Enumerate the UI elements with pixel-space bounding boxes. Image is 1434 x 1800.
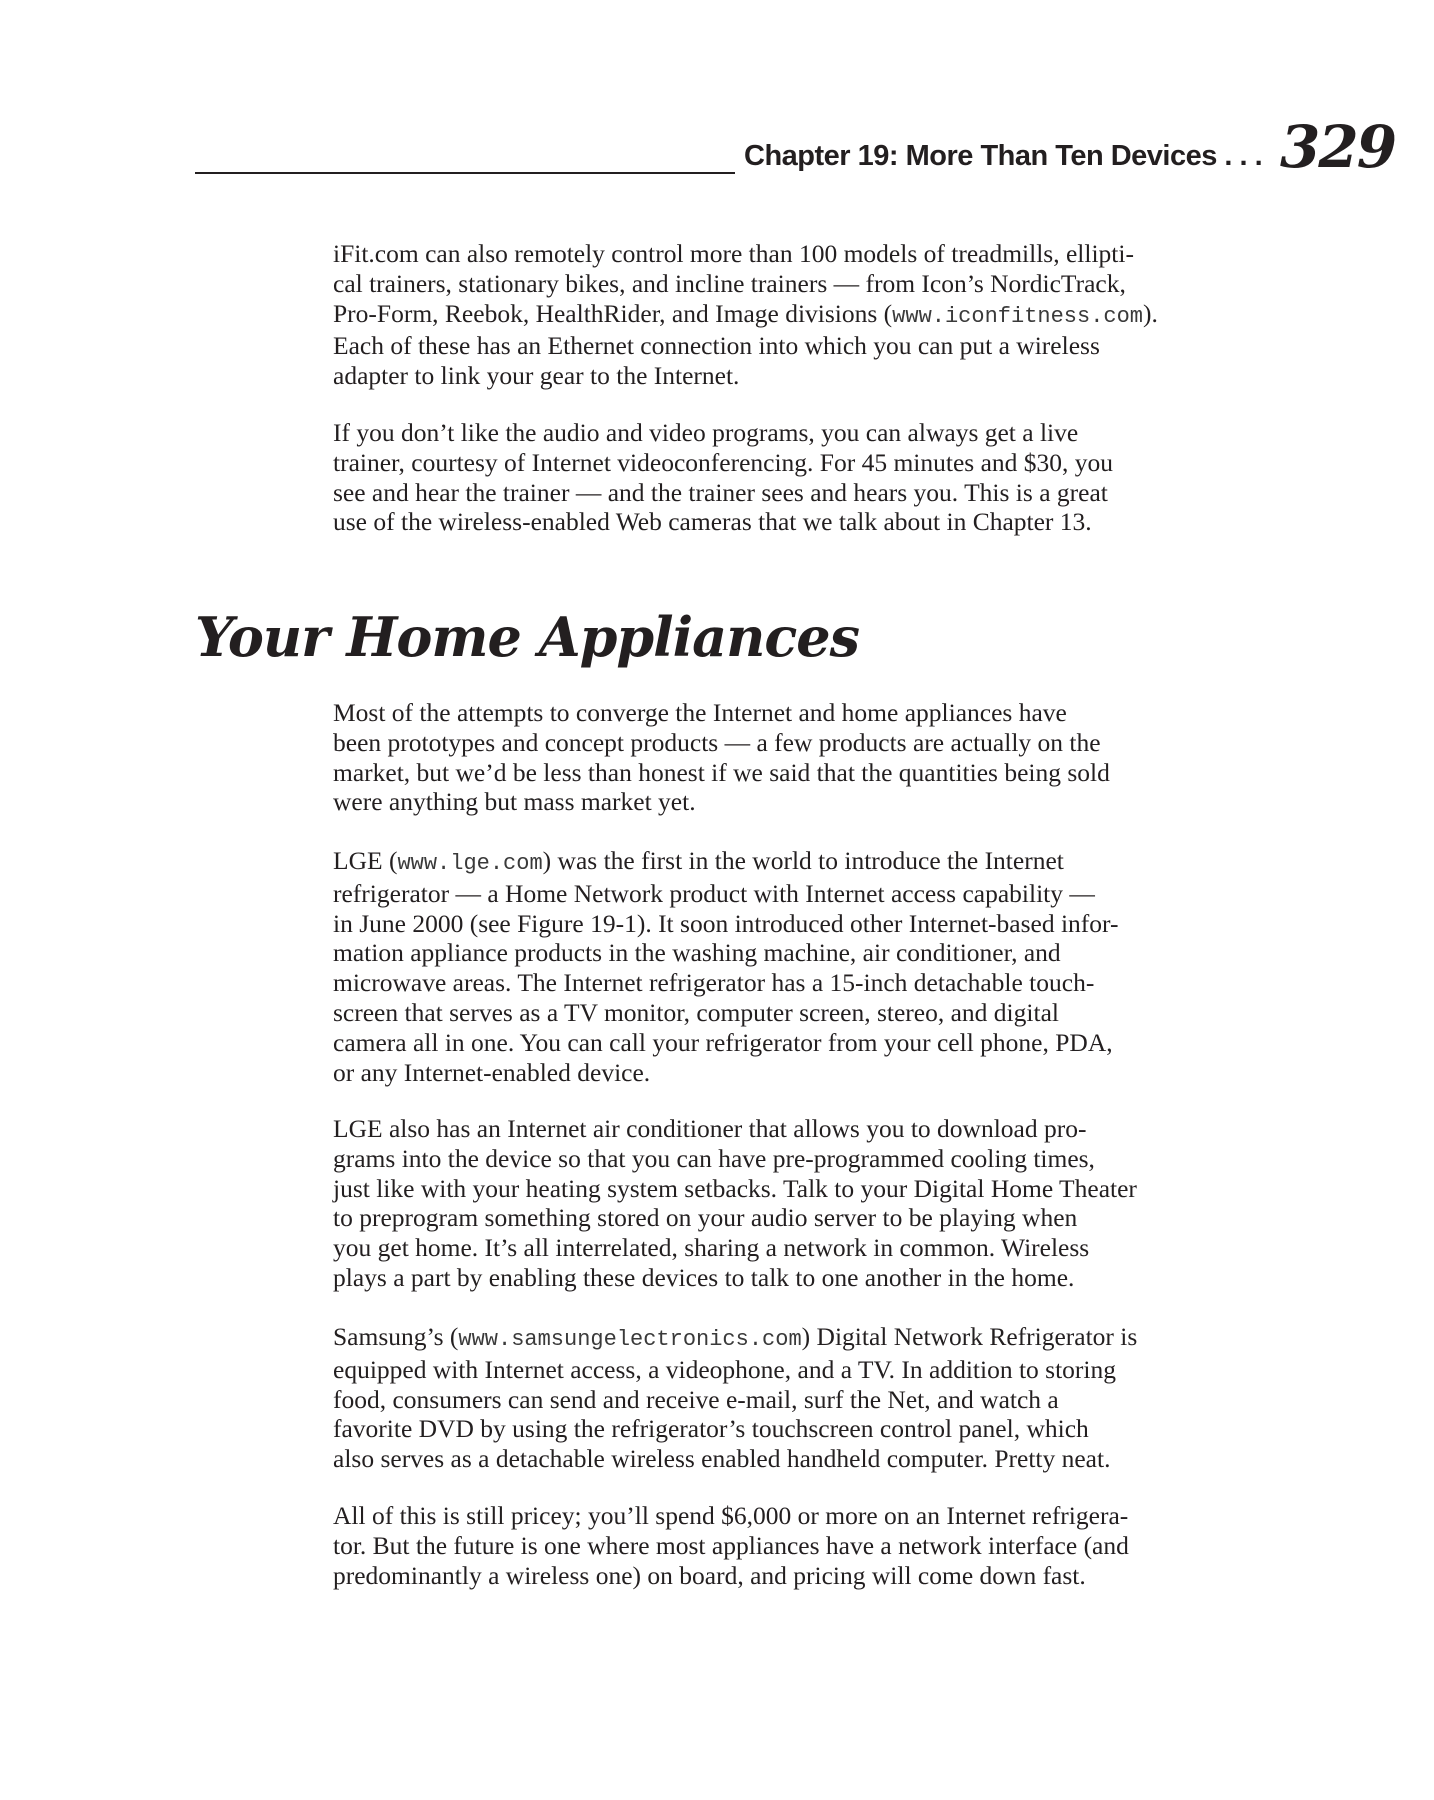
text-line: to preprogram something stored on your audio server to be playing when xyxy=(333,1203,1078,1233)
text-line: market, but we’d be less than honest if we said that the quantities being sold xyxy=(333,757,1110,787)
text-line: grams into the device so that you can have pre-programmed cooling times, xyxy=(333,1143,1095,1173)
text-line xyxy=(333,1322,1253,1355)
text-line: refrigerator — a Home Network product with Internet access capability — xyxy=(333,878,1095,908)
text-line: or any Internet-enabled device. xyxy=(333,1057,651,1087)
text-line: If you don’t like the audio and video programs, you can always get a live xyxy=(333,418,1079,447)
text-line: favorite DVD by using the refrigerator’s touchscreen control panel, which xyxy=(333,1414,1089,1444)
text-line: see and hear the trainer — and the trainer sees and hears you. This is a great xyxy=(333,477,1108,507)
text-run: ) Digital Network Refrigerator is xyxy=(801,1322,1138,1351)
text-line: iFit.com can also remotely control more than 100 models of treadmills, ellipti- xyxy=(333,239,1134,268)
paragraph-live-trainer xyxy=(333,418,1253,537)
header-rule xyxy=(195,172,735,174)
paragraph-lge-refrigerator xyxy=(333,846,1253,1087)
text-line: also serves as a detachable wireless enabled handheld computer. Pretty neat. xyxy=(333,1444,1111,1474)
text-line: camera all in one. You can call your refrigerator from your cell phone, PDA, xyxy=(333,1027,1113,1057)
text-line: equipped with Internet access, a videophone, and a TV. In addition to storing xyxy=(333,1354,1116,1384)
paragraph-pricing-outlook xyxy=(333,1501,1253,1590)
text-line: Each of these has an Ethernet connection into which you can put a wireless xyxy=(333,331,1100,361)
text-run: LGE ( xyxy=(333,846,398,875)
text-line: adapter to link your gear to the Internet. xyxy=(333,361,740,391)
section-heading: Your Home Appliances xyxy=(195,605,860,669)
text-line: been prototypes and concept products — a few products are actually on the xyxy=(333,727,1101,757)
text-line: All of this is still pricey; you’ll spend $6,000 or more on an Internet refrigera- xyxy=(333,1501,1129,1530)
samsung-url: www.samsungelectronics.com xyxy=(458,1327,802,1352)
text-line: Most of the attempts to converge the Internet and home appliances have xyxy=(333,698,1067,727)
text-line: microwave areas. The Internet refrigerator has a 15-inch detachable touch- xyxy=(333,968,1095,998)
text-line: you get home. It’s all interrelated, sharing a network in common. Wireless xyxy=(333,1233,1090,1263)
text-line: LGE also has an Internet air conditioner that allows you to download pro- xyxy=(333,1114,1087,1143)
text-line: cal trainers, stationary bikes, and incline trainers — from Icon’s NordicTrack, xyxy=(333,268,1126,298)
paragraph-ifit-equipment xyxy=(333,239,1253,391)
text-run: ). xyxy=(1143,298,1158,328)
text-line: were anything but mass market yet. xyxy=(333,787,696,817)
text-run: Pro-Form, Reebok, HealthRider, and Image divisions ( xyxy=(333,298,893,328)
text-line: predominantly a wireless one) on board, and pricing will come down fast. xyxy=(333,1560,1086,1590)
iconfitness-url: www.iconfitness.com xyxy=(892,303,1144,329)
running-head: Chapter 19: More Than Ten Devices . . . xyxy=(744,140,1263,172)
text-run: Samsung’s ( xyxy=(333,1322,459,1351)
page-number: 329 xyxy=(1280,113,1396,181)
text-line: screen that serves as a TV monitor, computer screen, stereo, and digital xyxy=(333,997,1059,1027)
text-line: mation appliance products in the washing machine, air conditioner, and xyxy=(333,938,1061,968)
text-line: trainer, courtesy of Internet videoconferencing. For 45 minutes and $30, you xyxy=(333,447,1114,477)
lge-url: www.lge.com xyxy=(397,851,543,876)
text-line: tor. But the future is one where most appliances have a network interface (and xyxy=(333,1530,1129,1560)
text-line: in June 2000 (see Figure 19-1). It soon introduced other Internet-based infor- xyxy=(333,908,1119,938)
text-run: ) was the first in the world to introduce the Internet xyxy=(542,846,1064,875)
paragraph-convergence-intro xyxy=(333,698,1253,817)
text-line xyxy=(333,846,1253,879)
paragraph-samsung-refrigerator xyxy=(333,1322,1253,1474)
text-line: just like with your heating system setbacks. Talk to your Digital Home Theater xyxy=(333,1173,1137,1203)
paragraph-lge-air-conditioner xyxy=(333,1114,1253,1293)
text-line: food, consumers can send and receive e-mail, surf the Net, and watch a xyxy=(333,1384,1059,1414)
text-line: plays a part by enabling these devices to talk to one another in the home. xyxy=(333,1262,1075,1292)
text-line xyxy=(333,299,1253,332)
text-line: use of the wireless-enabled Web cameras that we talk about in Chapter 13. xyxy=(333,507,1092,537)
